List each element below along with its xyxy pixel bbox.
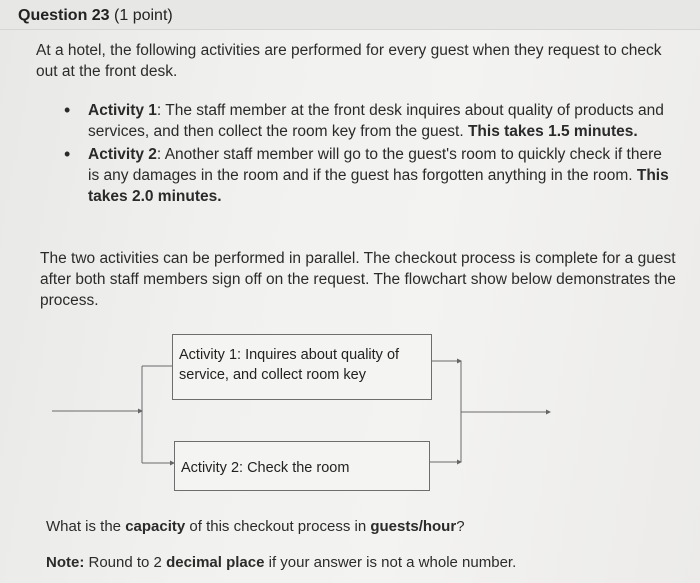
note-emphasis: decimal place: [166, 554, 265, 571]
question-label: Question 23: [18, 7, 110, 24]
note-label: Note:: [46, 554, 85, 571]
intro-text: At a hotel, the following activities are performed for every guest when they request to check out at the front desk.: [36, 42, 662, 80]
question-note: [46, 554, 516, 571]
note-text: Round to 2: [84, 554, 167, 571]
question-emphasis: capacity: [125, 518, 186, 535]
activity-item: • Activity 1: The staff member at the front desk inquires about quality of products and services, and then collect the room key from the guest. This takes 1.5 minutes.: [64, 100, 664, 140]
activity-text: Another staff member will go to the guest's room to quickly check if there is any damages in the room and if the guest has forgotten anything in the room.: [88, 146, 662, 184]
bullet-dot-icon: •: [64, 100, 71, 120]
flowchart-box-activity-1: Activity 1: Inquires about quality of service, and collect room key: [172, 334, 432, 400]
description-text: The two activities can be performed in parallel. The checkout process is complete for a guest after both staff members sign off on the request. The flowchart show below demonstrates the process.: [40, 250, 676, 309]
question-text: ?: [456, 518, 465, 535]
activity-duration: This takes 1.5 minutes.: [467, 123, 638, 140]
bullet-dot-icon: •: [64, 144, 71, 164]
activity-text: The staff member at the front desk inquires about quality of products and services, and then collect the room key from the guest.: [88, 102, 664, 140]
question-prompt: [46, 518, 465, 535]
question-emphasis: guests/hour: [370, 518, 457, 535]
activity-duration: This takes 2.0 minutes.: [88, 167, 669, 205]
question-text: What is the: [46, 518, 126, 535]
flowchart-box-activity-2: Activity 2: Check the room: [174, 441, 430, 491]
note-text: if your answer is not a whole number.: [264, 554, 517, 571]
question-points: (1 point): [114, 7, 173, 24]
activity-label: Activity 2: [88, 146, 157, 163]
activity-label: Activity 1: [88, 102, 157, 119]
question-text: of this checkout process in: [185, 518, 371, 535]
activity-item: • Activity 2: Another staff member will go to the guest's room to quickly check if there is any damages in the room and if the guest has forgotten anything in the room. This takes 2.0 minutes.: [64, 144, 669, 205]
